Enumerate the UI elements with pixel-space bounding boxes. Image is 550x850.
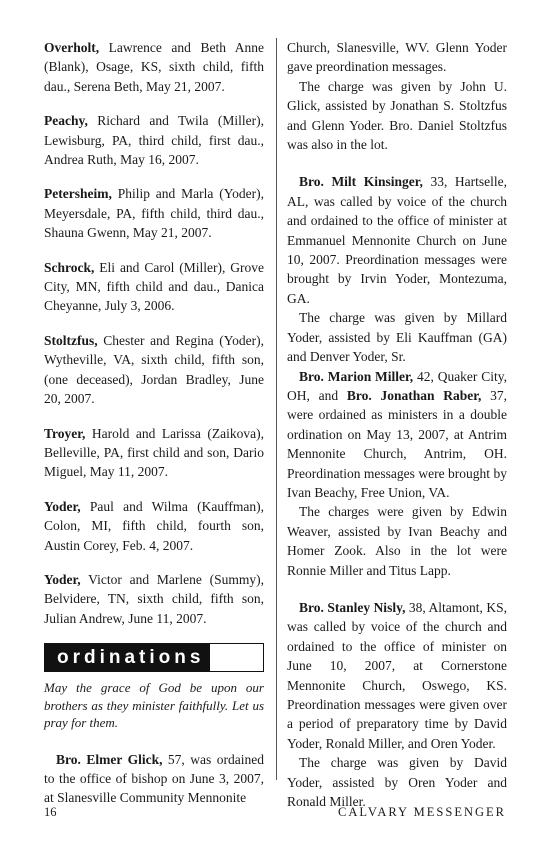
- birth-entry: [44, 258, 264, 316]
- family-name: Schrock,: [44, 259, 95, 275]
- running-footer: CALVARY MESSENGER: [338, 805, 506, 819]
- ordination-entry: [287, 367, 507, 503]
- right-column: [287, 38, 507, 811]
- entry-text: Victor and Marlene (Summy), Belvidere, TN, sixth child, fifth son, Julian Andrew, June 11, 2007.: [44, 571, 264, 626]
- page-number: 16: [44, 805, 57, 819]
- left-column: [44, 38, 264, 808]
- birth-entry: [44, 184, 264, 242]
- entry-text: 33, Hartselle, AL, was called by voice of the church and ordained to the office of minister at Emmanuel Mennonite Church on June 10, 2007. Preordination messages were brought by Irvin Yoder, Montezuma, GA.: [287, 174, 507, 306]
- minister-name: Bro. Elmer Glick,: [56, 751, 163, 767]
- ordination-charge: The charge was given by Millard Yoder, assisted by Eli Kauffman (GA) and Denver Yoder, Sr.: [287, 310, 507, 365]
- entry-text: 38, Altamont, KS, was called by voice of the church and ordained to the office of minister on June 10, 2007, at Cornerstone Mennonite Church, Oswego, KS. Preordination messages were given over a period of preparatory time by David Yoder, Ronald Miller, and Oren Yoder.: [287, 599, 507, 751]
- birth-entry: [44, 424, 264, 482]
- entry-text: Eli and Carol (Miller), Grove City, MN, fifth child and dau., Danica Cheyanne, July 3, 2006.: [44, 259, 264, 314]
- birth-entry: [44, 570, 264, 628]
- entry-text: 37, were ordained as ministers in a double ordination on May 13, 2007, at Antrim Mennonite Church, Antrim, OH. Preordination messages were brought by Ivan Beachy, Free Union, VA.: [287, 387, 507, 500]
- birth-entry: [44, 111, 264, 169]
- family-name: Overholt,: [44, 40, 100, 55]
- section-title: ordinations: [45, 644, 210, 671]
- entry-text: Philip and Marla (Yoder), Meyersdale, PA, fifth child, third dau., Shauna Gwenn, May 21, 2007.: [44, 186, 264, 241]
- minister-name: Bro. Stanley Nisly,: [299, 599, 406, 615]
- ordination-entry-continued: Church, Slanesville, WV. Glenn Yoder gave preordination messages.: [287, 40, 507, 75]
- family-name: Yoder,: [44, 498, 81, 514]
- minister-name: Bro. Marion Miller,: [299, 368, 414, 384]
- family-name: Peachy,: [44, 113, 88, 129]
- entry-text: 42, Quaker City, OH, and: [287, 368, 508, 403]
- family-name: Petersheim,: [44, 186, 112, 202]
- birth-entry: [44, 38, 264, 96]
- ordination-charge: The charge was given by John U. Glick, assisted by Jonathan S. Stoltzfus and Glenn Yoder. Bro. Daniel Stoltzfus was also in the lot.: [287, 78, 507, 153]
- birth-entry: [44, 331, 264, 409]
- ordination-charge: The charges were given by Edwin Weaver, assisted by Ivan Beachy and Homer Zook. Also in the lot were Ronnie Miller and Titus Lapp.: [287, 504, 507, 578]
- family-name: Troyer,: [44, 425, 86, 441]
- minister-name: Bro. Milt Kinsinger,: [299, 174, 423, 190]
- birth-entry: [44, 497, 264, 555]
- entry-text: 57, was ordained to the office of bishop on June 3, 2007, at Slanesville Community Mennonite: [44, 751, 264, 806]
- family-name: Stoltzfus,: [44, 332, 98, 348]
- column-divider: [276, 38, 277, 780]
- ordinations-heading: [44, 643, 264, 672]
- entry-text: Lawrence and Beth Anne (Blank), Osage, KS, sixth child, fifth dau., Serena Beth, May 21, 2007.: [44, 40, 264, 94]
- heading-box: [210, 644, 263, 671]
- minister-name: Bro. Jonathan Raber,: [346, 387, 482, 403]
- entry-text: Harold and Larissa (Zaikova), Belleville, PA, first child and son, Dario Miguel, May 11, 2007.: [44, 425, 264, 480]
- ordination-entry: [287, 598, 507, 753]
- ordination-entry: [44, 750, 264, 808]
- entry-text: Chester and Regina (Yoder), Wytheville, VA, sixth child, fifth son, (one deceased), Jordan Bradley, June 20, 2007.: [44, 332, 264, 407]
- birth-announcements: [44, 38, 264, 628]
- entry-text: Paul and Wilma (Kauffman), Colon, MI, fifth child, fourth son, Austin Corey, Feb. 4, 2007.: [44, 498, 264, 553]
- family-name: Yoder,: [44, 571, 81, 587]
- ordination-charge: The charge was given by David Yoder, assisted by Oren Yoder and Ronald Miller.: [287, 755, 507, 810]
- ordination-entry: [287, 172, 507, 308]
- section-tagline: May the grace of God be upon our brothers as they minister faithfully. Let us pray for them.: [44, 680, 264, 731]
- entry-text: Richard and Twila (Miller), Lewisburg, PA, third child, first dau., Andrea Ruth, May 16, 2007.: [44, 113, 264, 168]
